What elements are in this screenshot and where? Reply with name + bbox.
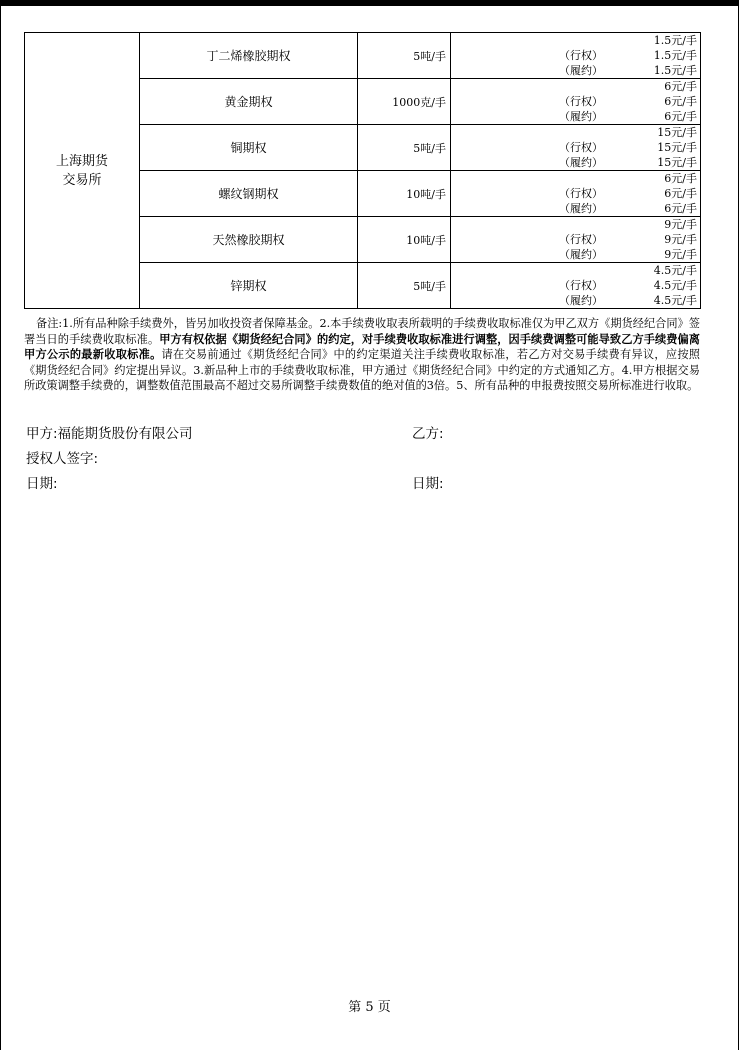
trading-unit: 5吨/手 <box>358 263 451 309</box>
party-a: 甲方:福能期货股份有限公司 <box>26 426 193 442</box>
fee-value: 4.5元/手 <box>653 294 697 307</box>
exercise-label: （行权） <box>559 95 603 108</box>
fee-value: 15元/手 <box>657 156 697 169</box>
fee-cell <box>451 263 701 309</box>
product-name: 黄金期权 <box>140 79 358 125</box>
fee-cell <box>451 79 701 125</box>
remarks-part1: 备注:1.所有品种除手续费外，皆另加收投资者保障基金。2.本手续费收取表所载明的手续费收取标准仅为甲乙双方《期货经纪合同》签署当日的手续费收取标准。 <box>24 317 700 346</box>
fee-value: 1.5元/手 <box>653 34 697 47</box>
exercise-label: （行权） <box>559 233 603 246</box>
authorized-signature: 授权人签字: <box>26 451 99 467</box>
remarks-bold: 甲方有权依据《期货经纪合同》的约定，对手续费收取标准进行调整，因手续费调整可能导致乙方手续费偏离甲方公示的最新收取标准。 <box>24 331 700 361</box>
delivery-label: （履约） <box>559 64 603 77</box>
exchange-name-line2: 交易所 <box>62 172 102 188</box>
delivery-label: （履约） <box>559 110 603 123</box>
fee-value: 9元/手 <box>664 218 697 231</box>
page-number: 第 5 页 <box>348 1000 391 1015</box>
fee-value: 6元/手 <box>664 187 697 200</box>
trading-unit: 10吨/手 <box>358 171 451 217</box>
exercise-label: （行权） <box>559 49 603 62</box>
left-edge <box>0 0 1 1050</box>
product-name: 铜期权 <box>140 125 358 171</box>
fee-value: 1.5元/手 <box>653 64 697 77</box>
delivery-label: （履约） <box>559 294 603 307</box>
fee-value: 6元/手 <box>664 95 697 108</box>
date-a: 日期: <box>26 476 58 492</box>
fee-value: 15元/手 <box>657 126 697 139</box>
delivery-label: （履约） <box>559 248 603 261</box>
fee-cell <box>451 125 701 171</box>
fee-value: 1.5元/手 <box>653 49 697 62</box>
fee-table <box>24 32 701 309</box>
fee-value: 6元/手 <box>664 172 697 185</box>
fee-value: 15元/手 <box>657 141 697 154</box>
exercise-label: （行权） <box>559 187 603 200</box>
fee-value: 6元/手 <box>664 80 697 93</box>
remarks <box>24 316 700 394</box>
trading-unit: 5吨/手 <box>358 33 451 79</box>
product-name: 丁二烯橡胶期权 <box>140 33 358 79</box>
product-name: 锌期权 <box>140 263 358 309</box>
trading-unit: 5吨/手 <box>358 125 451 171</box>
fee-cell <box>451 217 701 263</box>
party-b: 乙方: <box>412 426 444 442</box>
exchange-cell <box>25 33 140 309</box>
top-border <box>0 0 739 6</box>
remarks-part2: 请在交易前通过《期货经纪合同》中的约定渠道关注手续费收取标准，若乙方对交易手续费有异议，应按照《期货经纪合同》约定提出异议。3.新品种上市的手续费收取标准，甲方通过《期货经纪合同》中约定的方式通知乙方。4.甲方根据交易所政策调整手续费的，调整数值范围最高不超过交易所调整手续费数值的绝对值的3倍。5、所有品种的申报费按照交易所标准进行收取。 <box>24 348 700 392</box>
product-name: 天然橡胶期权 <box>140 217 358 263</box>
trading-unit: 1000克/手 <box>358 79 451 125</box>
exercise-label: （行权） <box>559 279 603 292</box>
fee-value: 4.5元/手 <box>653 279 697 292</box>
fee-value: 6元/手 <box>664 110 697 123</box>
fee-value: 4.5元/手 <box>653 264 697 277</box>
fee-value: 9元/手 <box>664 248 697 261</box>
fee-cell <box>451 171 701 217</box>
fee-value: 6元/手 <box>664 202 697 215</box>
exchange-name-line1: 上海期货 <box>55 153 108 169</box>
product-name: 螺纹钢期权 <box>140 171 358 217</box>
exercise-label: （行权） <box>559 141 603 154</box>
trading-unit: 10吨/手 <box>358 217 451 263</box>
table-row <box>25 33 701 79</box>
fee-value: 9元/手 <box>664 233 697 246</box>
date-b: 日期: <box>412 476 444 492</box>
delivery-label: （履约） <box>559 156 603 169</box>
fee-cell <box>451 33 701 79</box>
delivery-label: （履约） <box>559 202 603 215</box>
